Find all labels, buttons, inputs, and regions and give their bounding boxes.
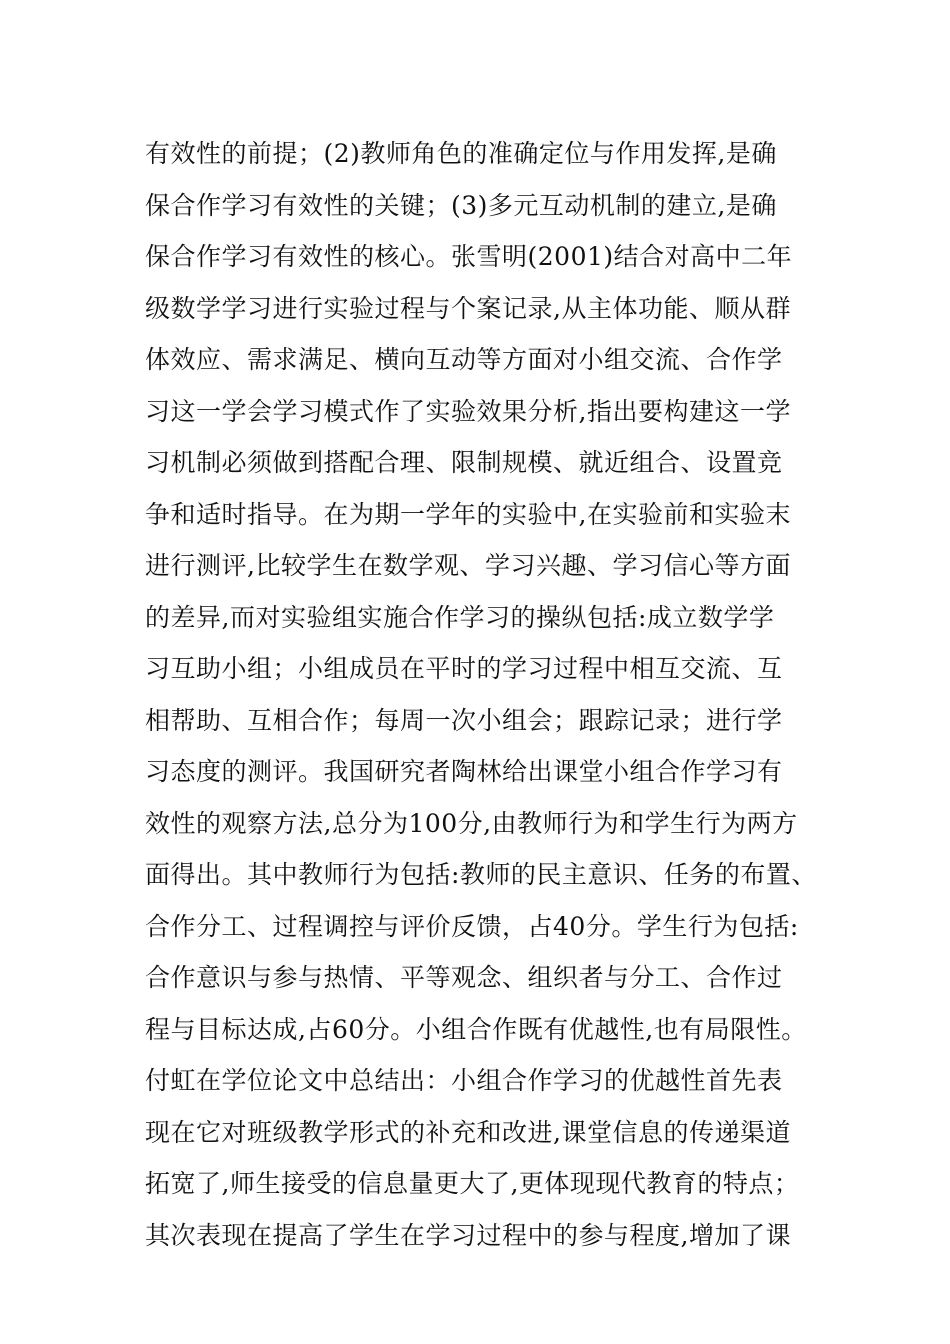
text-line: 面得出。其中教师行为包括:教师的民主意识、任务的布置、 <box>145 860 817 889</box>
text-line: 合作意识与参与热情、平等观念、组织者与分工、合作过 <box>145 963 783 992</box>
text-line: 拓宽了,师生接受的信息量更大了,更体现现代教育的特点； <box>145 1169 800 1198</box>
text-line: 体效应、需求满足、横向互动等方面对小组交流、合作学 <box>145 345 783 374</box>
text-line: 程与目标达成,占60分。小组合作既有优越性,也有局限性。 <box>145 1014 807 1044</box>
body-text <box>145 128 835 1261</box>
text-line: 其次表现在提高了学生在学习过程中的参与程度,增加了课 <box>145 1220 791 1250</box>
text-line: 保合作学习有效性的关键；(3)多元互动机制的建立,是确 <box>145 190 777 220</box>
text-line: 有效性的前提；(2)教师角色的准确定位与作用发挥,是确 <box>145 139 777 168</box>
text-line: 保合作学习有效性的核心。张雪明(2001)结合对高中二年 <box>145 242 793 271</box>
text-line: 习互助小组；小组成员在平时的学习过程中相互交流、互 <box>145 654 783 683</box>
text-line: 争和适时指导。在为期一学年的实验中,在实验前和实验末 <box>145 499 791 529</box>
text-line: 合作分工、过程调控与评价反馈，占40分。学生行为包括: <box>145 911 799 941</box>
text-line: 现在它对班级教学形式的补充和改进,课堂信息的传递渠道 <box>145 1117 791 1147</box>
text-line: 进行测评,比较学生在数学观、学习兴趣、学习信心等方面 <box>145 551 791 580</box>
text-line: 相帮助、互相合作；每周一次小组会；跟踪记录；进行学 <box>145 705 783 735</box>
text-line: 的差异,而对实验组实施合作学习的操纵包括:成立数学学 <box>145 602 775 632</box>
text-line: 习机制必须做到搭配合理、限制规模、就近组合、设置竞 <box>145 448 783 477</box>
text-line: 级数学学习进行实验过程与个案记录,从主体功能、顺从群 <box>145 293 791 323</box>
text-line: 习这一学会学习模式作了实验效果分析,指出要构建这一学 <box>145 396 791 426</box>
text-line: 效性的观察方法,总分为100分,由教师行为和学生行为两方 <box>145 808 798 838</box>
text-line: 付虹在学位论文中总结出：小组合作学习的优越性首先表 <box>145 1066 783 1095</box>
text-line: 习态度的测评。我国研究者陶林给出课堂小组合作学习有 <box>145 757 783 786</box>
